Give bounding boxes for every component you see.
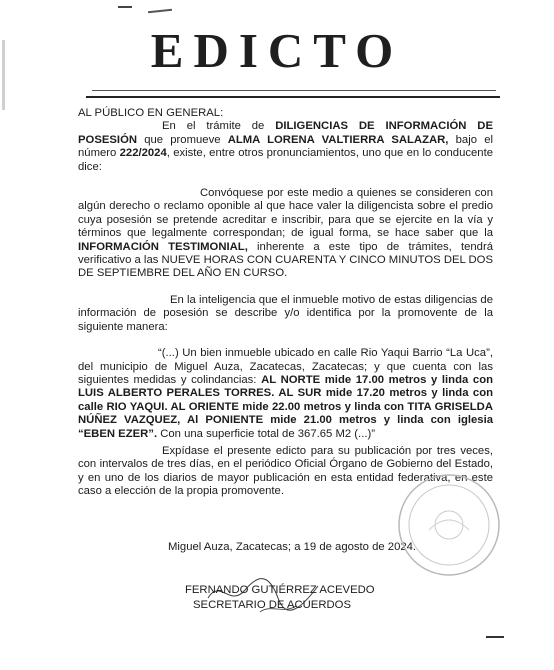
edict-body: [78, 107, 493, 499]
paragraph-publication: Expídase el presente edicto para su publicación por tres veces, con intervalos de tres días, en el periódico Oficial Órgano de Gobierno del Estado, y en uno de los diarios de mayor publicación en esta entidad federativa, en este caso a elección de la propia promovente.: [78, 444, 493, 498]
text: Con una superficie total de 367.65 M2 (...)”: [157, 427, 375, 440]
procedure-type: DILIGENCIAS DE INFORMACIÓN DE POSESIÓN: [78, 120, 493, 146]
case-number: 222/2024: [119, 147, 167, 160]
court-seal: [394, 470, 504, 580]
document-title: EDICTO: [150, 23, 404, 78]
place-date: Miguel Auza, Zacatecas; a 19 de agosto de 2024.: [168, 541, 417, 553]
paragraph-property-description: [78, 347, 493, 441]
promoter-name: ALMA LORENA VALTIERRA SALAZAR,: [227, 133, 449, 146]
text: “(...) Un bien inmueble ubicado en calle Rio Yaqui Barrio “La Uca”, del municipio de Miguel Auza, Zacatecas, Zacatecas; y que cuenta con las siguientes medidas y colindancias:: [78, 347, 493, 386]
greeting: AL PÚBLICO EN GENERAL:: [78, 107, 224, 119]
text: que promueve: [137, 133, 228, 146]
scan-mark: [148, 9, 172, 13]
text: inherente a este tipo de trámites, tendrá verificativo a las NUEVE HORAS CON CUARENTA Y CINCO MINUTOS DEL DOS DE SEPTIEMBRE DEL AÑO EN CURSO.: [78, 240, 493, 280]
scan-mark: [486, 636, 504, 638]
boundaries: AL NORTE mide 17.00 metros y linda con LUIS ALBERTO PERALES TORRES. AL SUR mide 17.20 metros y linda con calle RIO YAQUI. AL ORIENTE mide 22.00 metros y linda con TITA GRISELDA NÚÑEZ VAZQUEZ, Al PONIENTE mide 21.00 metros y linda con iglesia “EBEN EZER”.: [78, 373, 493, 440]
text: Convóquese por este medio a quienes se consideren con algún derecho o reclamo oponible al que hace valer la diligencista sobre el predio cuya posesión se pretende acreditar e inscribir, para que se ejercite en la vía y términos que legalmente correspondan; de igual forma, se hace saber que la: [78, 187, 493, 240]
scan-mark: [118, 6, 132, 8]
signer-role: SECRETARIO DE ACUERDOS: [193, 599, 351, 611]
signer-name: FERNANDO GUTIÉRREZ ACEVEDO: [185, 584, 375, 596]
paragraph-summons: [78, 187, 493, 281]
text: bajo el número: [78, 133, 494, 160]
testimonial-info: INFORMACIÓN TESTIMONIAL,: [78, 240, 248, 253]
paragraph-property-intro: En la inteligencia que el inmueble motivo de estas diligencias de información de posesión se describe y/o identifica por la promovente de la siguiente manera:: [78, 293, 493, 333]
title-rule-thick: [86, 96, 500, 98]
text: , existe, entre otros pronunciamientos, uno que en lo conducente dice:: [78, 147, 493, 173]
title-rule-thin: [92, 90, 496, 91]
text: En el trámite de: [162, 120, 276, 133]
paragraph-procedure: [78, 120, 493, 174]
